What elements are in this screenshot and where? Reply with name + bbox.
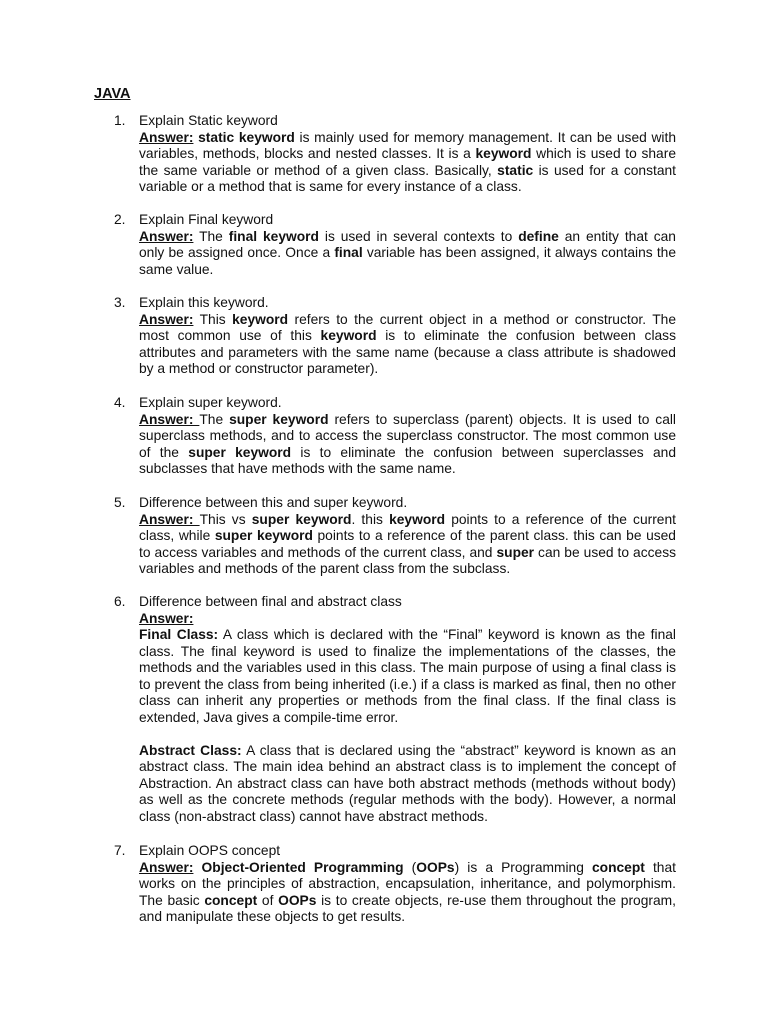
answer-label: Answer:: [139, 129, 194, 145]
question-number: 3.: [114, 295, 126, 310]
answer-run: This: [193, 311, 233, 327]
answer-run: is to eliminate the confusion between class attributes and parameters with the same name (because a class attribute is shadowed by a method or constructor parameter).: [139, 328, 676, 376]
answer-paragraph: [139, 860, 676, 926]
abstract-class-heading: Abstract Class:: [139, 742, 242, 758]
answer-run: refers to superclass (parent) objects. It is used to call superclass methods, and to access the superclass constructor. The most common use of the: [139, 411, 677, 460]
bold-term: OOPs: [278, 892, 317, 908]
bold-term: static: [497, 162, 534, 178]
answer-run: points to a reference of the parent class. this can be used to access variables and methods of the current class, and: [139, 528, 676, 560]
bold-term: super keyword: [188, 444, 292, 460]
answer-block: [139, 611, 676, 826]
bold-term: final keyword: [228, 228, 319, 244]
bold-term: final: [334, 245, 363, 260]
final-class-heading: Final Class:: [139, 627, 219, 642]
question-text: Difference between final and abstract class: [139, 594, 402, 609]
answer-run: is used in several contexts to: [318, 228, 519, 244]
bold-term: concept: [204, 892, 258, 908]
answer-label: Answer:: [139, 859, 194, 875]
bold-term: super: [496, 544, 535, 560]
answer-text: [139, 412, 676, 477]
answer-text: [139, 229, 676, 277]
question-7: [114, 843, 676, 926]
answer-run: is to create objects, re-use them throughout the program, and manipulate these objects to get results.: [139, 892, 676, 924]
bold-term: super keyword: [214, 528, 313, 543]
bold-term: keyword: [320, 328, 377, 343]
question-5: [114, 495, 676, 578]
answer-run: of: [257, 892, 279, 908]
answer-paragraph: [139, 512, 676, 578]
bold-term: define: [518, 228, 559, 244]
answer-run: that works on the principles of abstraction, encapsulation, inheritance, and polymorphism. The basic: [139, 859, 676, 908]
question-6: [114, 594, 676, 825]
answer-run: [193, 860, 201, 875]
answer-text: [139, 312, 676, 377]
question-number: 2.: [114, 212, 126, 227]
bold-term: super keyword: [229, 411, 329, 427]
abstract-class-paragraph: [139, 743, 676, 826]
answer-label: Answer:: [139, 311, 194, 327]
answer-run: points to a reference of the current class, while: [139, 511, 676, 543]
question-number: 5.: [114, 495, 126, 510]
bold-term: keyword: [389, 511, 446, 527]
answer-run: The: [193, 228, 229, 244]
question-4: [114, 395, 676, 478]
answer-label: Answer:: [139, 228, 194, 244]
document-title: JAVA: [94, 86, 131, 102]
question-text: Explain Static keyword: [139, 113, 278, 128]
bold-term: keyword: [232, 311, 289, 327]
bold-term: concept: [591, 859, 645, 875]
answer-run: is to eliminate the confusion between superclasses and subclasses that have methods with the same name.: [139, 444, 677, 476]
question-2: [114, 212, 676, 278]
answer-paragraph: [139, 130, 676, 196]
answer-paragraph: [139, 412, 676, 478]
answer-paragraph: [139, 312, 676, 378]
answer-run: which is used to share the same variable or method of a given class. Basically,: [139, 146, 676, 178]
question-text: Explain super keyword.: [139, 395, 282, 410]
answer-label: Answer:: [139, 411, 200, 427]
answer-run: This vs: [199, 511, 252, 527]
answer-run: can be used to access variables and methods of the parent class from the subclass.: [139, 544, 677, 576]
bold-term: OOPs: [416, 859, 455, 875]
answer-run: (: [403, 859, 417, 875]
question-number: 7.: [114, 843, 126, 858]
bold-term: keyword: [475, 146, 532, 161]
answer-run: ) is a Programming: [454, 859, 592, 875]
answer-label: Answer:: [139, 511, 200, 527]
question-3: [114, 295, 676, 378]
question-number: 4.: [114, 395, 126, 410]
answer-run: . this: [351, 511, 390, 527]
question-1: [114, 113, 676, 196]
answer-run: is mainly used for memory management. It can be used with variables, methods, blocks and nested classes. It is a: [139, 129, 676, 161]
answer-paragraph: [139, 229, 676, 279]
question-number: 6.: [114, 594, 126, 609]
answer-run: an entity that can only be assigned once. Once a: [139, 228, 676, 260]
answer-run: variable has been assigned, it always contains the same value.: [139, 245, 676, 277]
answer-text: [139, 512, 676, 577]
final-class-text: A class which is declared with the “Final” keyword is known as the final class. The final keyword is used to finalize the implementations of the classes, the methods and the variables used in this class. The main purpose of using a final class is to prevent the class from being inherited (i.e.) if a class is marked as final, then no other class can inherit any properties or methods from the final class. If the final class is extended, Java gives a compile-time error.: [139, 627, 676, 725]
bold-term: super keyword: [251, 511, 352, 527]
bold-term: Object-Oriented Programming: [201, 859, 404, 875]
abstract-class-text: A class that is declared using the “abstract” keyword is known as an abstract class. The main idea behind an abstract class is to implement the concept of Abstraction. An abstract class can have both abstract methods (methods without body) as well as the concrete methods (regular methods with the body). However, a normal class (non-abstract class) cannot have abstract methods.: [139, 742, 676, 824]
question-text: Difference between this and super keyword.: [139, 495, 408, 510]
bold-term: static keyword: [198, 129, 295, 145]
answer-run: refers to the current object in a method or constructor. The most common use of this: [139, 311, 676, 343]
question-text: Explain Final keyword: [139, 212, 274, 227]
answer-run: is used for a constant variable or a method that is same for every instance of a class.: [139, 162, 676, 194]
final-class-paragraph: [139, 627, 676, 726]
answer-text: [139, 860, 676, 925]
answer-text: [139, 130, 676, 195]
question-text: Explain OOPS concept: [139, 843, 281, 858]
question-text: Explain this keyword.: [139, 295, 269, 310]
answer-run: The: [199, 411, 230, 427]
question-number: 1.: [114, 113, 126, 128]
answer-label: Answer:: [139, 610, 194, 626]
